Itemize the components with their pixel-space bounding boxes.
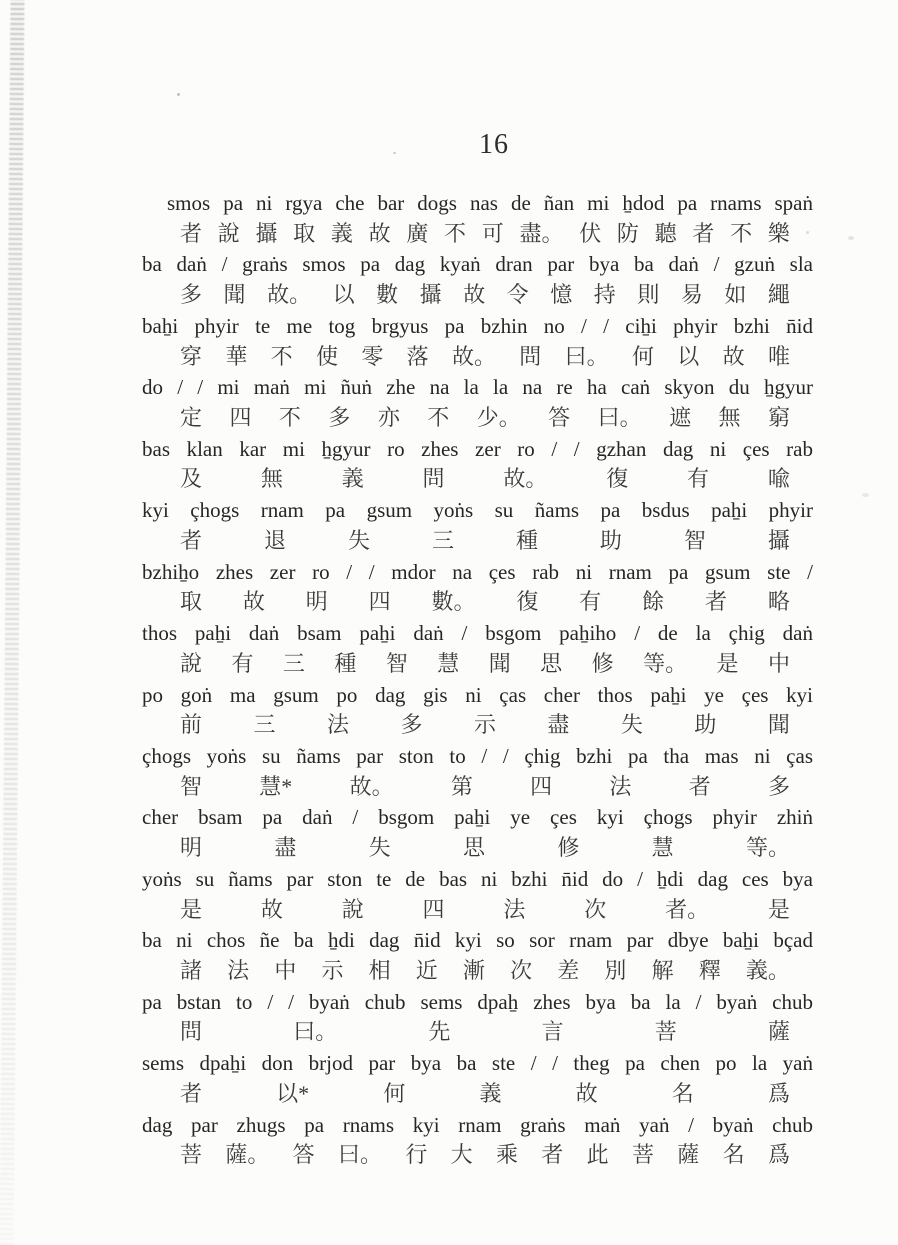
cjk-gloss-token: 盡。 xyxy=(519,220,564,246)
cjk-gloss-token: 法 xyxy=(227,957,250,983)
cjk-gloss-token: 取 xyxy=(293,220,316,246)
cjk-gloss-token: 慧 xyxy=(651,835,674,861)
cjk-gloss-token: 智 xyxy=(385,650,408,676)
cjk-gloss-token: 示 xyxy=(321,957,344,983)
cjk-gloss-token: 者 xyxy=(180,1080,203,1106)
cjk-gloss-token: 穿 xyxy=(180,343,203,369)
chinese-gloss-line xyxy=(142,464,813,495)
cjk-gloss-token: 數。 xyxy=(431,589,476,615)
chinese-gloss-line xyxy=(142,710,813,741)
cjk-gloss-token: 明 xyxy=(180,835,203,861)
cjk-gloss-token: 義 xyxy=(479,1080,502,1106)
cjk-gloss-token: 盡 xyxy=(547,712,570,738)
cjk-gloss-token: 者 xyxy=(692,220,715,246)
cjk-gloss-token: 令 xyxy=(506,282,529,308)
cjk-gloss-token: 多 xyxy=(767,773,790,799)
cjk-gloss-token: 漸 xyxy=(462,957,485,983)
cjk-gloss-token: 曰。 xyxy=(337,1142,382,1168)
chinese-gloss-line xyxy=(142,403,813,434)
cjk-gloss-token: 失 xyxy=(347,527,370,553)
cjk-gloss-token: 法 xyxy=(326,712,349,738)
cjk-gloss-token: 攝 xyxy=(419,282,442,308)
cjk-gloss-token: 是 xyxy=(767,896,790,922)
cjk-gloss-token: 說 xyxy=(341,896,364,922)
cjk-gloss-token: 義 xyxy=(330,220,353,246)
chinese-gloss-line xyxy=(142,1140,813,1171)
cjk-gloss-token: 中 xyxy=(274,957,297,983)
page-number: 16 xyxy=(479,129,509,160)
scan-speck xyxy=(806,231,809,234)
cjk-gloss-token: 次 xyxy=(510,957,533,983)
tibetan-transliteration-line: çhogs yoṅs su ñams par ston to / / çhig bzhi pa tha mas ni ças xyxy=(142,743,813,768)
cjk-gloss-token: 略 xyxy=(767,589,790,615)
chinese-gloss-line xyxy=(142,956,813,987)
tibetan-transliteration-line: bzhiẖo zhes zer ro / / mdor na çes rab ni rnam pa gsum ste / xyxy=(142,559,813,584)
cjk-gloss-token: 聽 xyxy=(654,220,677,246)
cjk-gloss-token: 等。 xyxy=(643,650,688,676)
text-block xyxy=(142,188,813,1171)
cjk-gloss-token: 差 xyxy=(557,957,580,983)
cjk-gloss-token: 智 xyxy=(180,773,203,799)
cjk-gloss-token: 薩。 xyxy=(225,1142,270,1168)
cjk-gloss-token: 修 xyxy=(557,835,580,861)
cjk-gloss-token: 四 xyxy=(422,896,445,922)
cjk-gloss-token: 三 xyxy=(431,527,454,553)
tibetan-transliteration-line: po goṅ ma gsum po dag gis ni ças cher thos paẖi ye çes kyi xyxy=(142,682,813,707)
cjk-gloss-token: 有 xyxy=(579,589,602,615)
cjk-gloss-token: 曰。 xyxy=(564,343,609,369)
chinese-gloss-line xyxy=(142,1079,813,1110)
cjk-gloss-token: 示 xyxy=(473,712,496,738)
cjk-gloss-token: 故 xyxy=(368,220,391,246)
cjk-gloss-token: 者 xyxy=(180,220,203,246)
cjk-gloss-token: 諸 xyxy=(180,957,203,983)
scan-speck xyxy=(848,236,854,240)
cjk-gloss-token: 零 xyxy=(361,343,384,369)
cjk-gloss-token: 聞 xyxy=(488,650,511,676)
cjk-gloss-token: 曰。 xyxy=(597,405,642,431)
tibetan-transliteration-line: do / / mi maṅ mi ñuṅ zhe na la la na re ha caṅ skyon du ẖgyur xyxy=(142,375,813,400)
tibetan-transliteration-line: sems dpaẖi don brjod par bya ba ste / / theg pa chen po la yaṅ xyxy=(142,1051,813,1076)
cjk-gloss-token: 次 xyxy=(584,896,607,922)
cjk-gloss-token: 復 xyxy=(516,589,539,615)
cjk-gloss-token: 菩 xyxy=(631,1142,654,1168)
cjk-gloss-token: 可 xyxy=(481,220,504,246)
chinese-gloss-line xyxy=(142,1017,813,1048)
cjk-gloss-token: 防 xyxy=(616,220,639,246)
cjk-gloss-token: 薩 xyxy=(677,1142,700,1168)
cjk-gloss-token: 四 xyxy=(229,405,252,431)
cjk-gloss-token: 不 xyxy=(270,343,293,369)
chinese-gloss-line xyxy=(142,526,813,557)
cjk-gloss-token: 故 xyxy=(260,896,283,922)
cjk-gloss-token: 大 xyxy=(450,1142,473,1168)
cjk-gloss-token: 使 xyxy=(315,343,338,369)
cjk-gloss-token: 爲 xyxy=(767,1080,790,1106)
tibetan-transliteration-line: bas klan kar mi ẖgyur ro zhes zer ro / / gzhan dag ni çes rab xyxy=(142,436,813,461)
cjk-gloss-token: 攝 xyxy=(767,527,790,553)
tibetan-transliteration-line: smos pa ni rgya che bar dogs nas de ñan mi ẖdod pa rnams spaṅ xyxy=(167,191,813,215)
cjk-gloss-token: 種 xyxy=(515,527,538,553)
cjk-gloss-token: 聞 xyxy=(223,282,246,308)
chinese-gloss-line xyxy=(142,280,813,311)
cjk-gloss-token: 問 xyxy=(422,466,445,492)
cjk-gloss-token: 定 xyxy=(180,405,203,431)
cjk-gloss-token: 助 xyxy=(599,527,622,553)
cjk-gloss-token: 法 xyxy=(503,896,526,922)
cjk-gloss-token: 四 xyxy=(368,589,391,615)
cjk-gloss-token: 以* xyxy=(276,1080,310,1106)
cjk-gloss-token: 助 xyxy=(694,712,717,738)
cjk-gloss-token: 遮 xyxy=(669,405,692,431)
cjk-gloss-token: 樂 xyxy=(767,220,790,246)
cjk-gloss-token: 如 xyxy=(724,282,747,308)
cjk-gloss-token: 等。 xyxy=(745,835,790,861)
cjk-gloss-token: 故 xyxy=(722,343,745,369)
cjk-gloss-token: 別 xyxy=(604,957,627,983)
cjk-gloss-token: 問 xyxy=(180,1019,203,1045)
cjk-gloss-token: 此 xyxy=(586,1142,609,1168)
cjk-gloss-token: 不 xyxy=(427,405,450,431)
cjk-gloss-token: 名 xyxy=(722,1142,745,1168)
cjk-gloss-token: 故。 xyxy=(267,282,312,308)
cjk-gloss-token: 攝 xyxy=(255,220,278,246)
cjk-gloss-token: 解 xyxy=(651,957,674,983)
tibetan-transliteration-line: dag par zhugs pa rnams kyi rnam graṅs maṅ yaṅ / byaṅ chub xyxy=(142,1112,813,1137)
cjk-gloss-token: 故 xyxy=(242,589,265,615)
cjk-gloss-token: 故。 xyxy=(451,343,496,369)
cjk-gloss-token: 說 xyxy=(180,650,203,676)
cjk-gloss-token: 者 xyxy=(705,589,728,615)
cjk-gloss-token: 是 xyxy=(180,896,203,922)
cjk-gloss-token: 先 xyxy=(428,1019,451,1045)
cjk-gloss-token: 爲 xyxy=(767,1142,790,1168)
cjk-gloss-token: 近 xyxy=(415,957,438,983)
chinese-gloss-line xyxy=(142,587,813,618)
cjk-gloss-token: 者 xyxy=(541,1142,564,1168)
chinese-gloss-line xyxy=(142,772,813,803)
cjk-gloss-token: 不 xyxy=(730,220,753,246)
tibetan-transliteration-line: cher bsam pa daṅ / bsgom paẖi ye çes kyi çhogs phyir zhiṅ xyxy=(142,805,813,830)
cjk-gloss-token: 問 xyxy=(519,343,542,369)
cjk-gloss-token: 種 xyxy=(334,650,357,676)
cjk-gloss-token: 及 xyxy=(180,466,203,492)
cjk-gloss-token: 廣 xyxy=(406,220,429,246)
scan-speck xyxy=(177,93,180,96)
cjk-gloss-token: 憶 xyxy=(550,282,573,308)
cjk-gloss-token: 唯 xyxy=(767,343,790,369)
cjk-gloss-token: 餘 xyxy=(642,589,665,615)
chinese-gloss-line xyxy=(142,649,813,680)
cjk-gloss-token: 有 xyxy=(231,650,254,676)
cjk-gloss-token: 不 xyxy=(444,220,467,246)
cjk-gloss-token: 盡 xyxy=(274,835,297,861)
tibetan-transliteration-line: ba ni chos ñe ba ẖdi dag n̄id kyi so sor rnam par dbye baẖi bçad xyxy=(142,928,813,953)
cjk-gloss-token: 者 xyxy=(180,527,203,553)
cjk-gloss-token: 義 xyxy=(341,466,364,492)
cjk-gloss-token: 答 xyxy=(548,405,571,431)
cjk-gloss-token: 慧 xyxy=(437,650,460,676)
cjk-gloss-token: 故。 xyxy=(349,773,394,799)
cjk-gloss-token: 菩 xyxy=(654,1019,677,1045)
cjk-gloss-token: 三 xyxy=(282,650,305,676)
cjk-gloss-token: 失 xyxy=(620,712,643,738)
cjk-gloss-token: 聞 xyxy=(767,712,790,738)
cjk-gloss-token: 菩 xyxy=(180,1142,203,1168)
cjk-gloss-token: 曰。 xyxy=(293,1019,338,1045)
cjk-gloss-token: 少。 xyxy=(476,405,521,431)
cjk-gloss-token: 名 xyxy=(671,1080,694,1106)
cjk-gloss-token: 亦 xyxy=(377,405,400,431)
cjk-gloss-token: 不 xyxy=(278,405,301,431)
cjk-gloss-token: 答 xyxy=(292,1142,315,1168)
cjk-gloss-token: 有 xyxy=(687,466,710,492)
cjk-gloss-token: 中 xyxy=(767,650,790,676)
cjk-gloss-token: 修 xyxy=(591,650,614,676)
cjk-gloss-token: 故 xyxy=(463,282,486,308)
cjk-gloss-token: 華 xyxy=(225,343,248,369)
tibetan-transliteration-line: kyi çhogs rnam pa gsum yoṅs su ñams pa bsdus paẖi phyir xyxy=(142,498,813,523)
tibetan-transliteration-line: ba daṅ / graṅs smos pa dag kyaṅ dran par bya ba daṅ / gzuṅ sla xyxy=(142,252,813,277)
cjk-gloss-token: 相 xyxy=(368,957,391,983)
cjk-gloss-token: 取 xyxy=(180,589,203,615)
tibetan-transliteration-line: thos paẖi daṅ bsam paẖi daṅ / bsgom paẖiho / de la çhig daṅ xyxy=(142,621,813,646)
cjk-gloss-token: 行 xyxy=(405,1142,428,1168)
cjk-gloss-token: 繩 xyxy=(767,282,790,308)
cjk-gloss-token: 復 xyxy=(606,466,629,492)
cjk-gloss-token: 慧* xyxy=(259,773,293,799)
cjk-gloss-token: 故 xyxy=(575,1080,598,1106)
cjk-gloss-token: 者。 xyxy=(665,896,710,922)
cjk-gloss-token: 多 xyxy=(328,405,351,431)
cjk-gloss-token: 退 xyxy=(263,527,286,553)
cjk-gloss-token: 多 xyxy=(400,712,423,738)
cjk-gloss-token: 四 xyxy=(530,773,553,799)
cjk-gloss-token: 三 xyxy=(253,712,276,738)
scan-speck xyxy=(862,493,869,497)
cjk-gloss-token: 者 xyxy=(688,773,711,799)
cjk-gloss-token: 前 xyxy=(180,712,203,738)
chinese-gloss-line xyxy=(142,342,813,373)
cjk-gloss-token: 說 xyxy=(217,220,240,246)
cjk-gloss-token: 智 xyxy=(683,527,706,553)
binding-edge-fade xyxy=(0,0,30,1245)
cjk-gloss-token: 義。 xyxy=(745,957,790,983)
cjk-gloss-token: 伏 xyxy=(579,220,602,246)
cjk-gloss-token: 是 xyxy=(716,650,739,676)
scan-speck xyxy=(393,152,396,154)
cjk-gloss-token: 思 xyxy=(540,650,563,676)
chinese-gloss-line xyxy=(142,833,813,864)
cjk-gloss-token: 持 xyxy=(593,282,616,308)
cjk-gloss-token: 無 xyxy=(718,405,741,431)
cjk-gloss-token: 薩 xyxy=(767,1019,790,1045)
cjk-gloss-token: 言 xyxy=(541,1019,564,1045)
cjk-gloss-token: 何 xyxy=(631,343,654,369)
cjk-gloss-token: 釋 xyxy=(698,957,721,983)
chinese-gloss-line xyxy=(142,219,813,250)
tibetan-transliteration-line: pa bstan to / / byaṅ chub sems dpaẖ zhes bya ba la / byaṅ chub xyxy=(142,989,813,1014)
cjk-gloss-token: 以 xyxy=(677,343,700,369)
cjk-gloss-token: 多 xyxy=(180,282,203,308)
chinese-gloss-line xyxy=(142,895,813,926)
cjk-gloss-token: 數 xyxy=(376,282,399,308)
cjk-gloss-token: 第 xyxy=(450,773,473,799)
cjk-gloss-token: 無 xyxy=(260,466,283,492)
cjk-gloss-token: 法 xyxy=(609,773,632,799)
cjk-gloss-token: 窮 xyxy=(767,405,790,431)
cjk-gloss-token: 明 xyxy=(305,589,328,615)
cjk-gloss-token: 何 xyxy=(383,1080,406,1106)
cjk-gloss-token: 易 xyxy=(680,282,703,308)
cjk-gloss-token: 則 xyxy=(637,282,660,308)
cjk-gloss-token: 喩 xyxy=(767,466,790,492)
tibetan-transliteration-line: yoṅs su ñams par ston te de bas ni bzhi n̄id do / ẖdi dag ces bya xyxy=(142,866,813,891)
cjk-gloss-token: 失 xyxy=(368,835,391,861)
cjk-gloss-token: 思 xyxy=(462,835,485,861)
cjk-gloss-token: 以 xyxy=(332,282,355,308)
cjk-gloss-token: 落 xyxy=(406,343,429,369)
cjk-gloss-token: 乘 xyxy=(495,1142,518,1168)
tibetan-transliteration-line: baẖi phyir te me tog brgyus pa bzhin no / / ciẖi phyir bzhi n̄id xyxy=(142,313,813,338)
cjk-gloss-token: 故。 xyxy=(503,466,548,492)
